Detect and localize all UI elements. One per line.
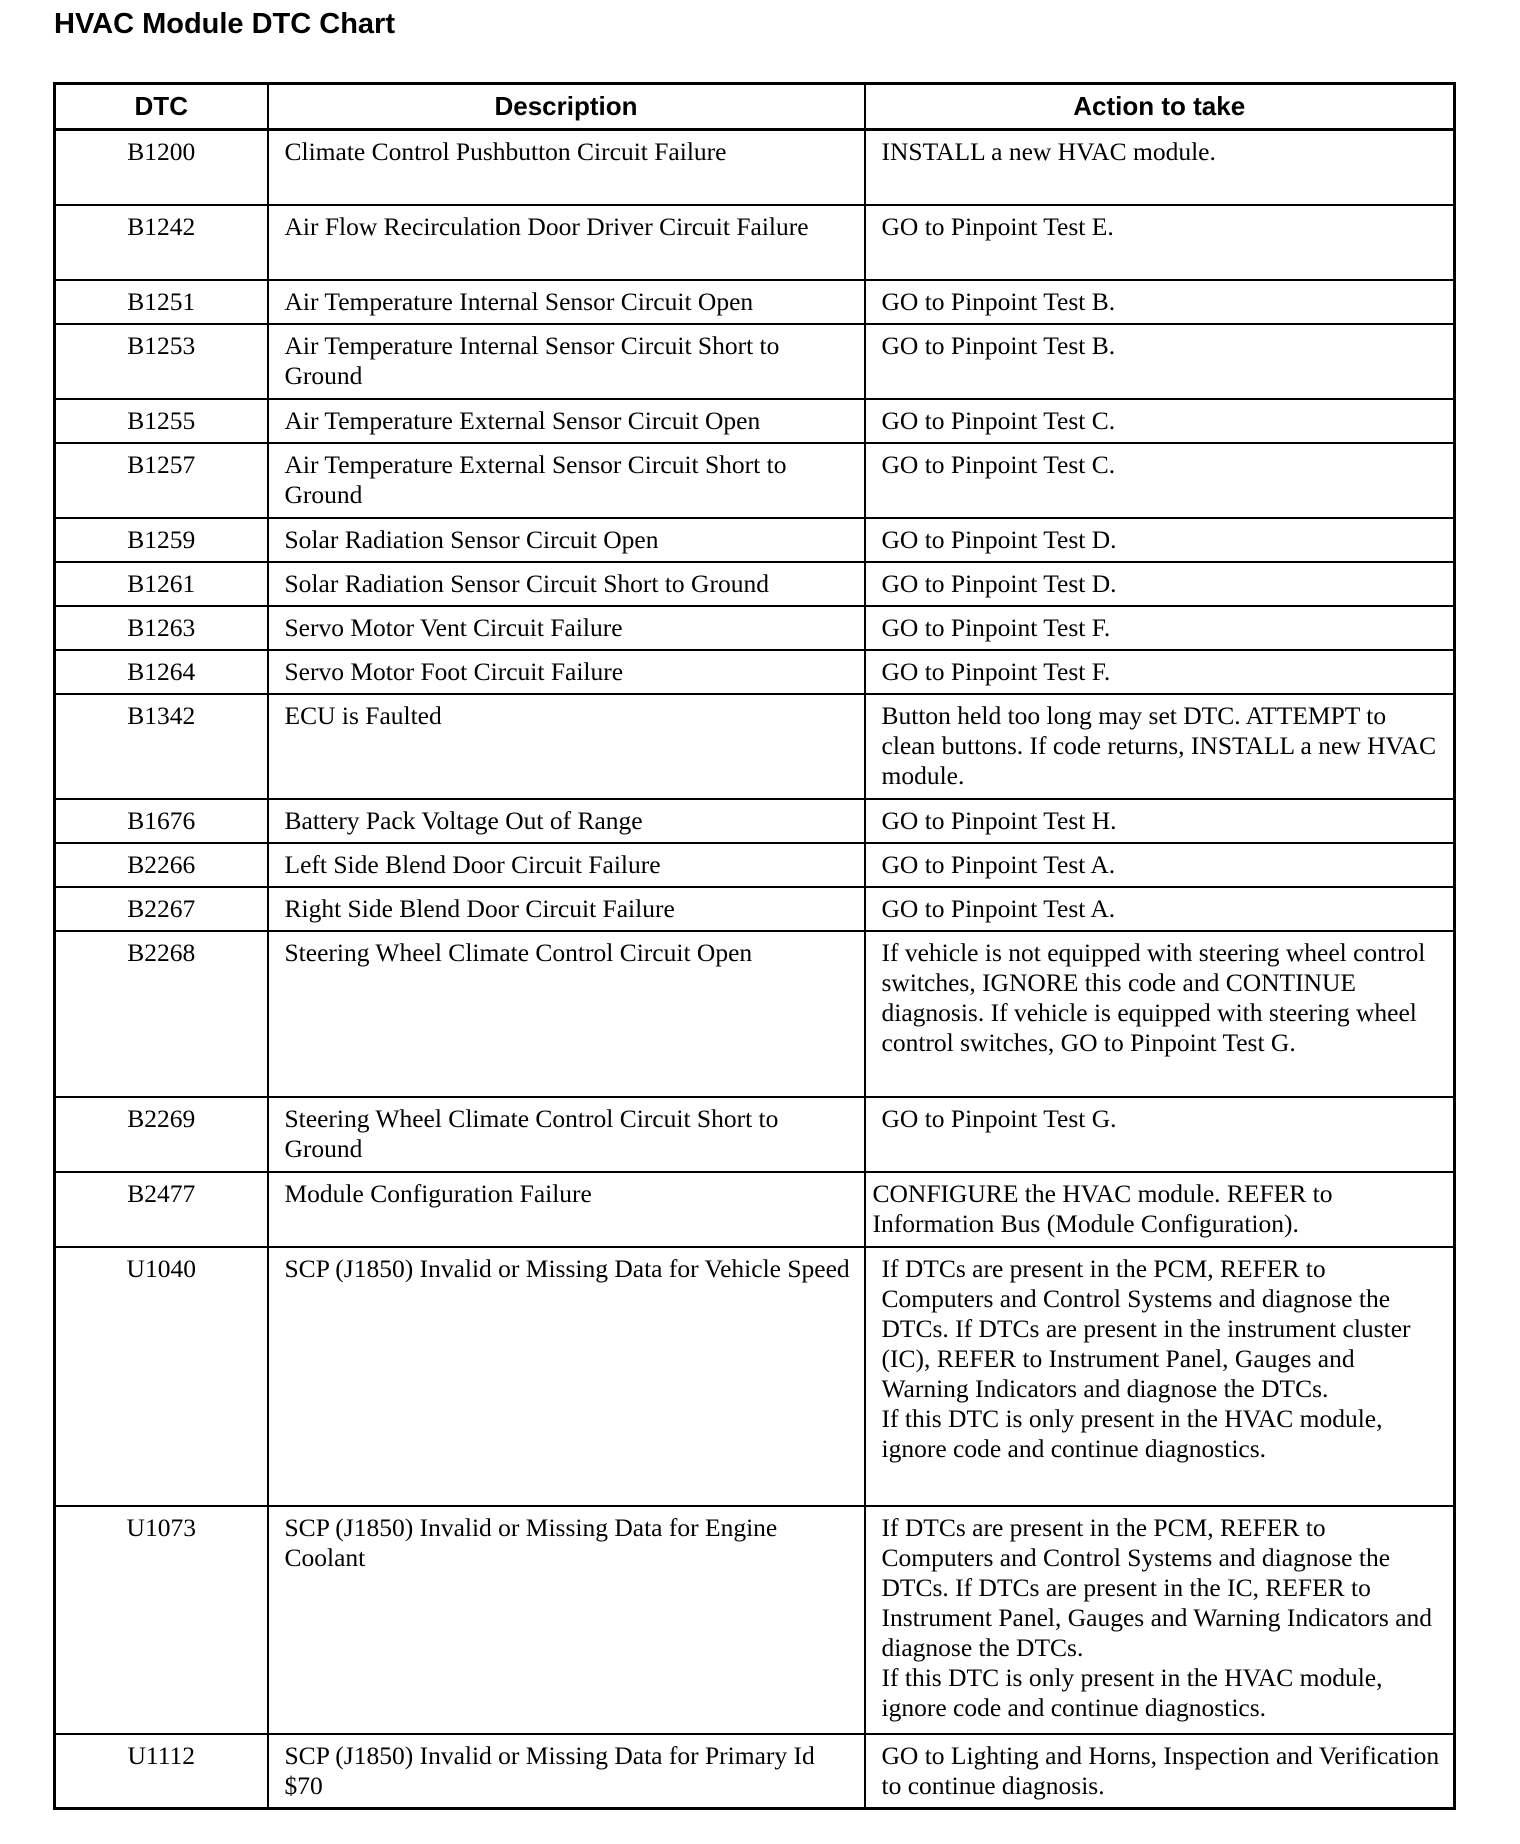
table-row	[55, 324, 1455, 399]
dtc-code: B2266	[55, 843, 268, 887]
dtc-description: Module Configuration Failure	[268, 1172, 865, 1247]
table-row	[55, 443, 1455, 518]
dtc-description: Steering Wheel Climate Control Circuit Open	[268, 931, 865, 1097]
dtc-action: GO to Pinpoint Test C.	[865, 443, 1455, 518]
table-row	[55, 1097, 1455, 1172]
dtc-action: GO to Pinpoint Test E.	[865, 205, 1455, 280]
dtc-description: Solar Radiation Sensor Circuit Short to Ground	[268, 562, 865, 606]
table-row	[55, 205, 1455, 280]
dtc-action: CONFIGURE the HVAC module. REFER to Information Bus (Module Configuration).	[865, 1172, 1455, 1247]
dtc-table	[53, 82, 1456, 1810]
dtc-code: B1676	[55, 799, 268, 843]
table-row	[55, 1506, 1455, 1734]
page-title: HVAC Module DTC Chart	[54, 8, 396, 40]
dtc-code: B1261	[55, 562, 268, 606]
dtc-action: GO to Pinpoint Test B.	[865, 324, 1455, 399]
dtc-description: Servo Motor Vent Circuit Failure	[268, 606, 865, 650]
column-header-description: Description	[268, 84, 865, 130]
dtc-action: GO to Pinpoint Test A.	[865, 843, 1455, 887]
dtc-action: GO to Pinpoint Test A.	[865, 887, 1455, 931]
table-row	[55, 694, 1455, 799]
table-header-row	[55, 84, 1455, 130]
dtc-description: Air Temperature External Sensor Circuit Short to Ground	[268, 443, 865, 518]
table-row	[55, 1247, 1455, 1506]
dtc-action: Button held too long may set DTC. ATTEMPT to clean buttons. If code returns, INSTALL a new HVAC module.	[865, 694, 1455, 799]
dtc-code: B1257	[55, 443, 268, 518]
table-row	[55, 280, 1455, 324]
dtc-action: GO to Pinpoint Test H.	[865, 799, 1455, 843]
dtc-action: GO to Lighting and Horns, Inspection and Verification to continue diagnosis.	[865, 1734, 1455, 1809]
dtc-description: Air Temperature External Sensor Circuit Open	[268, 399, 865, 443]
dtc-code: B1264	[55, 650, 268, 694]
dtc-action: GO to Pinpoint Test B.	[865, 280, 1455, 324]
dtc-action: If DTCs are present in the PCM, REFER to Computers and Control Systems and diagnose the DTCs. If DTCs are present in the IC, REFER to Instrument Panel, Gauges and Warning Indicators and diagnose the DTCs. If this DTC is only present in the HVAC module, ignore code and continue diagnostics.	[865, 1506, 1455, 1734]
dtc-description: Right Side Blend Door Circuit Failure	[268, 887, 865, 931]
dtc-description: SCP (J1850) Invalid or Missing Data for Vehicle Speed	[268, 1247, 865, 1506]
column-header-action: Action to take	[865, 84, 1455, 130]
dtc-action: INSTALL a new HVAC module.	[865, 130, 1455, 205]
dtc-action: GO to Pinpoint Test G.	[865, 1097, 1455, 1172]
dtc-code: B1251	[55, 280, 268, 324]
dtc-action: GO to Pinpoint Test D.	[865, 562, 1455, 606]
dtc-code: B1255	[55, 399, 268, 443]
dtc-code: B1242	[55, 205, 268, 280]
dtc-code: B1263	[55, 606, 268, 650]
dtc-action: If vehicle is not equipped with steering wheel control switches, IGNORE this code and CONTINUE diagnosis. If vehicle is equipped with steering wheel control switches, GO to Pinpoint Test G.	[865, 931, 1455, 1097]
dtc-code: B1342	[55, 694, 268, 799]
table-row	[55, 799, 1455, 843]
dtc-description: ECU is Faulted	[268, 694, 865, 799]
column-header-dtc: DTC	[55, 84, 268, 130]
dtc-code: B1259	[55, 518, 268, 562]
dtc-code: B2267	[55, 887, 268, 931]
dtc-action: If DTCs are present in the PCM, REFER to Computers and Control Systems and diagnose the DTCs. If DTCs are present in the instrument cluster (IC), REFER to Instrument Panel, Gauges and Warning Indicators and diagnose the DTCs. If this DTC is only present in the HVAC module, ignore code and continue diagnostics.	[865, 1247, 1455, 1506]
dtc-code: B2477	[55, 1172, 268, 1247]
dtc-code: B2269	[55, 1097, 268, 1172]
dtc-code: U1112	[55, 1734, 268, 1809]
dtc-action: GO to Pinpoint Test F.	[865, 650, 1455, 694]
dtc-description: Air Temperature Internal Sensor Circuit Open	[268, 280, 865, 324]
dtc-code: B2268	[55, 931, 268, 1097]
table-row	[55, 1172, 1455, 1247]
dtc-description: Steering Wheel Climate Control Circuit Short to Ground	[268, 1097, 865, 1172]
dtc-description: SCP (J1850) Invalid or Missing Data for Primary Id $70	[268, 1734, 865, 1809]
dtc-description: Climate Control Pushbutton Circuit Failure	[268, 130, 865, 205]
dtc-code: U1073	[55, 1506, 268, 1734]
dtc-description: Air Temperature Internal Sensor Circuit Short to Ground	[268, 324, 865, 399]
dtc-description: Solar Radiation Sensor Circuit Open	[268, 518, 865, 562]
table-row	[55, 399, 1455, 443]
dtc-code: B1253	[55, 324, 268, 399]
dtc-description: Left Side Blend Door Circuit Failure	[268, 843, 865, 887]
table-row	[55, 1734, 1455, 1809]
table-row	[55, 843, 1455, 887]
dtc-description: Air Flow Recirculation Door Driver Circuit Failure	[268, 205, 865, 280]
dtc-action: GO to Pinpoint Test F.	[865, 606, 1455, 650]
dtc-code: B1200	[55, 130, 268, 205]
dtc-action: GO to Pinpoint Test C.	[865, 399, 1455, 443]
dtc-code: U1040	[55, 1247, 268, 1506]
table-row	[55, 650, 1455, 694]
table-row	[55, 562, 1455, 606]
dtc-description: SCP (J1850) Invalid or Missing Data for Engine Coolant	[268, 1506, 865, 1734]
dtc-description: Battery Pack Voltage Out of Range	[268, 799, 865, 843]
dtc-action: GO to Pinpoint Test D.	[865, 518, 1455, 562]
dtc-description: Servo Motor Foot Circuit Failure	[268, 650, 865, 694]
table-row	[55, 931, 1455, 1097]
table-row	[55, 606, 1455, 650]
table-row	[55, 130, 1455, 205]
table-row	[55, 887, 1455, 931]
table-row	[55, 518, 1455, 562]
